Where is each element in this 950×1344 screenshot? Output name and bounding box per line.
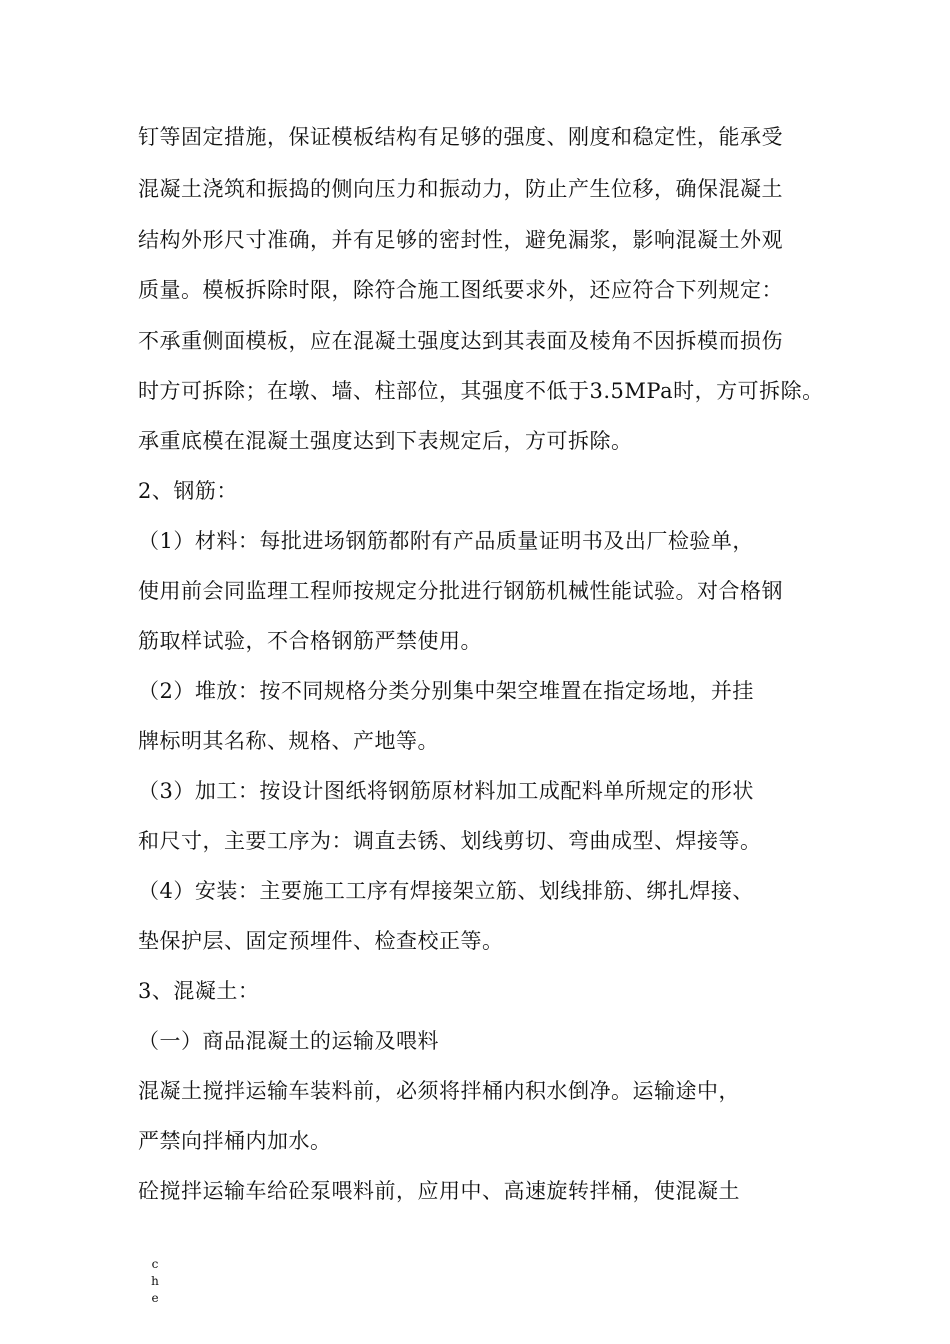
body-text-line: （2）堆放：按不同规格分类分别集中架空堆置在指定场地，并挂 bbox=[138, 679, 754, 703]
body-text-line: 时方可拆除；在墩、墙、柱部位，其强度不低于3.5MPa时，方可拆除。 bbox=[138, 379, 824, 403]
body-text-line: 质量。模板拆除时限，除符合施工图纸要求外，还应符合下列规定： bbox=[138, 278, 783, 302]
body-text-line: 承重底模在混凝土强度达到下表规定后，方可拆除。 bbox=[138, 429, 633, 453]
body-text-line: 严禁向拌桶内加水。 bbox=[138, 1129, 332, 1153]
body-text-line: 牌标明其名称、规格、产地等。 bbox=[138, 729, 439, 753]
body-text-line: （3）加工：按设计图纸将钢筋原材料加工成配料单所规定的形状 bbox=[138, 779, 754, 803]
body-text-line: 使用前会同监理工程师按规定分批进行钢筋机械性能试验。对合格钢 bbox=[138, 579, 783, 603]
body-text-line: （4）安装：主要施工工序有焊接架立筋、划线排筋、绑扎焊接、 bbox=[138, 879, 754, 903]
body-text-line: 混凝土浇筑和振捣的侧向压力和振动力，防止产生位移，确保混凝土 bbox=[138, 177, 783, 201]
body-text-line: （1）材料：每批进场钢筋都附有产品质量证明书及出厂检验单， bbox=[138, 529, 754, 553]
body-text-line: 和尺寸，主要工序为：调直去锈、划线剪切、弯曲成型、焊接等。 bbox=[138, 829, 762, 853]
body-text-line: 垫保护层、固定预埋件、检查校正等。 bbox=[138, 929, 504, 953]
section-heading: 3、混凝土： bbox=[138, 979, 260, 1003]
footer-mark: c h e bbox=[151, 1257, 159, 1305]
body-text-line: 砼搅拌运输车给砼泵喂料前，应用中、高速旋转拌桶，使混凝土 bbox=[138, 1179, 740, 1203]
subsection-heading: （一）商品混凝土的运输及喂料 bbox=[138, 1029, 439, 1053]
body-text-line: 筋取样试验，不合格钢筋严禁使用。 bbox=[138, 629, 482, 653]
body-text-line: 结构外形尺寸准确，并有足够的密封性，避免漏浆，影响混凝土外观 bbox=[138, 228, 783, 252]
body-text-line: 不承重侧面模板，应在混凝土强度达到其表面及棱角不因拆模而损伤 bbox=[138, 329, 783, 353]
section-heading: 2、钢筋： bbox=[138, 479, 238, 503]
body-text-line: 钉等固定措施，保证模板结构有足够的强度、刚度和稳定性，能承受 bbox=[138, 125, 783, 149]
body-text-line: 混凝土搅拌运输车装料前，必须将拌桶内积水倒净。运输途中， bbox=[138, 1079, 740, 1103]
